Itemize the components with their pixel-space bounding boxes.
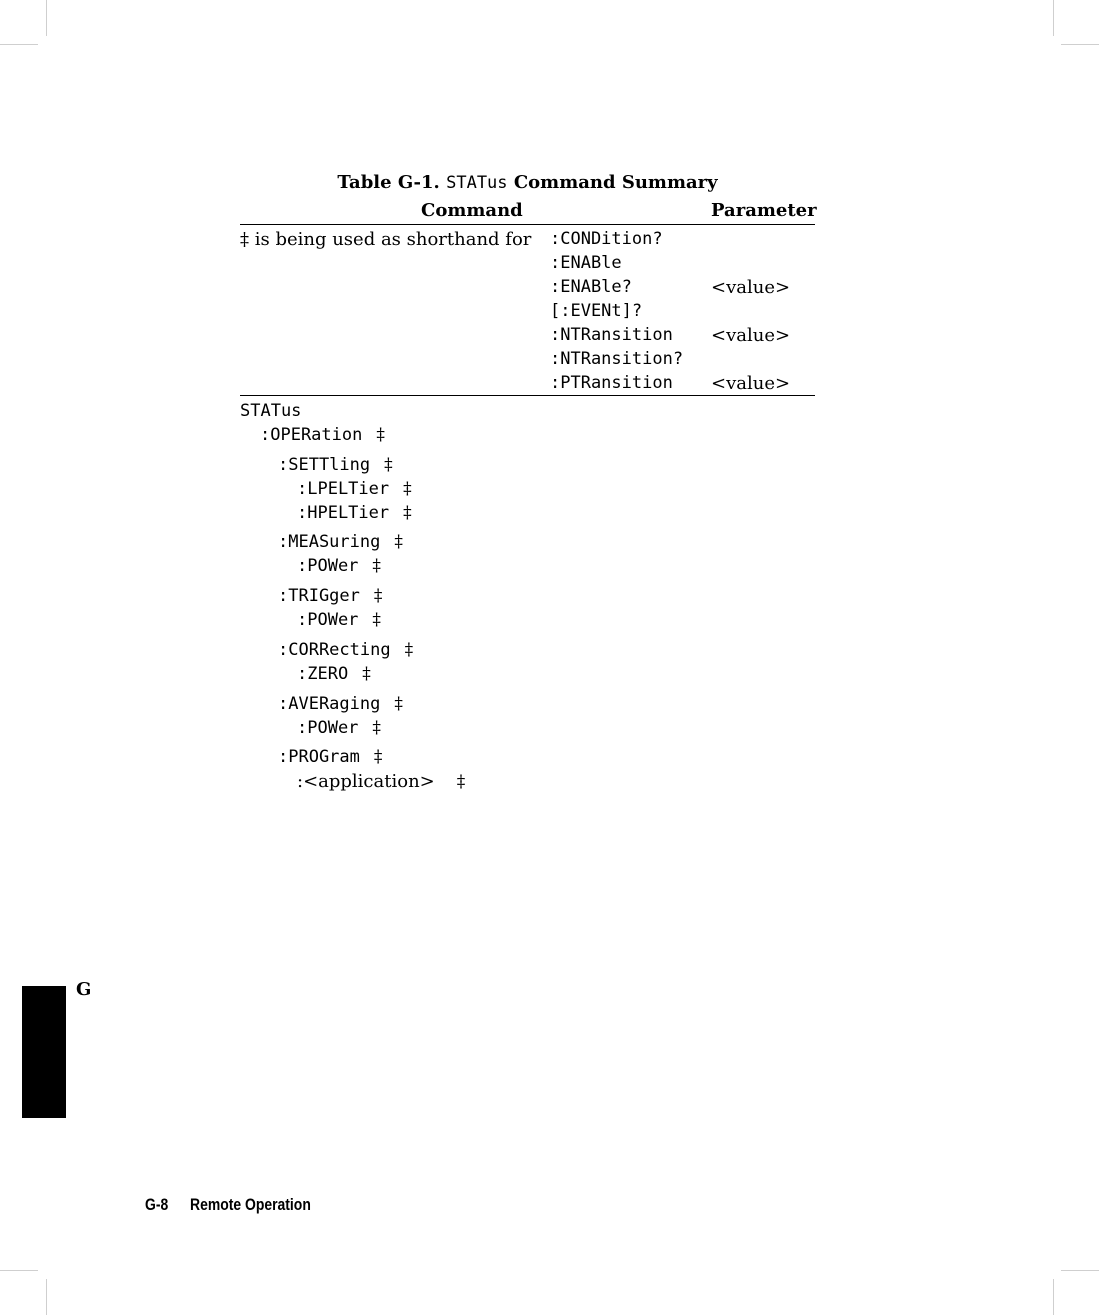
double-dagger-icon: ‡ <box>372 556 381 576</box>
suffix-command: :ENABle <box>550 253 622 273</box>
shorthand-note <box>240 229 531 250</box>
crop-mark <box>0 1270 38 1271</box>
chapter-thumb-tab <box>22 986 66 1118</box>
tree-node: :POWer ‡ <box>297 718 381 738</box>
double-dagger-icon: ‡ <box>456 772 466 792</box>
chapter-tab-letter: G <box>76 979 92 1000</box>
crop-mark <box>1061 44 1099 45</box>
tree-node: :PROGram ‡ <box>278 747 383 767</box>
section-rule <box>240 395 815 396</box>
tree-node: :OPERation ‡ <box>260 425 385 445</box>
caption-title: Command Summary <box>513 172 718 193</box>
tree-node: :POWer ‡ <box>297 556 381 576</box>
double-dagger-icon: ‡ <box>394 532 403 552</box>
double-dagger-icon: ‡ <box>403 479 412 499</box>
tree-node: :LPELTier ‡ <box>297 479 412 499</box>
shorthand-text: is being used as shorthand for <box>254 229 532 250</box>
double-dagger-icon: ‡ <box>362 664 371 684</box>
double-dagger-icon: ‡ <box>372 718 381 738</box>
table-caption <box>240 172 815 193</box>
crop-mark <box>46 0 47 36</box>
tree-node: :MEASuring ‡ <box>278 532 403 552</box>
double-dagger-icon: ‡ <box>373 747 383 767</box>
double-dagger-icon: ‡ <box>373 586 383 606</box>
crop-mark <box>46 1279 47 1315</box>
crop-mark <box>1053 0 1054 36</box>
suffix-command: [:EVENt]? <box>550 301 643 321</box>
double-dagger-icon: ‡ <box>376 425 385 445</box>
caption-label: Table G-1. <box>337 172 440 193</box>
tree-node: :TRIGger ‡ <box>278 586 383 606</box>
crop-mark <box>0 44 38 45</box>
suffix-command: :NTRansition <box>550 325 673 345</box>
tree-node: :<application> ‡ <box>297 771 466 792</box>
double-dagger-icon: ‡ <box>384 455 393 475</box>
double-dagger-icon: ‡ <box>394 694 403 714</box>
double-dagger-icon: ‡ <box>404 640 414 660</box>
suffix-command: :ENABle? <box>550 277 632 297</box>
tree-node: :SETTling ‡ <box>278 455 393 475</box>
tree-node: :ZERO ‡ <box>297 664 371 684</box>
tree-node: :HPELTier ‡ <box>297 503 412 523</box>
header-rule <box>240 224 815 225</box>
suffix-command: :PTRansition <box>550 373 673 393</box>
footer-section-title: Remote Operation <box>190 1195 311 1214</box>
double-dagger-icon: ‡ <box>240 229 249 250</box>
suffix-parameter: <value> <box>711 277 791 298</box>
crop-mark <box>1061 1270 1099 1271</box>
suffix-parameter: <value> <box>711 373 791 394</box>
suffix-command: :NTRansition? <box>550 349 684 369</box>
double-dagger-icon: ‡ <box>372 610 381 630</box>
tree-node: :CORRecting ‡ <box>278 640 414 660</box>
column-header-command: Command <box>421 200 523 221</box>
tree-root: STATus <box>240 401 302 421</box>
suffix-parameter: <value> <box>711 325 791 346</box>
double-dagger-icon: ‡ <box>403 503 412 523</box>
tree-node: :POWer ‡ <box>297 610 381 630</box>
suffix-command: :CONDition? <box>550 229 663 249</box>
caption-code: STATus <box>446 173 508 193</box>
column-header-parameter: Parameter <box>711 200 817 221</box>
crop-mark <box>1053 1279 1054 1315</box>
footer-page-number: G-8 <box>145 1195 169 1214</box>
tree-node: :AVERaging ‡ <box>278 694 403 714</box>
